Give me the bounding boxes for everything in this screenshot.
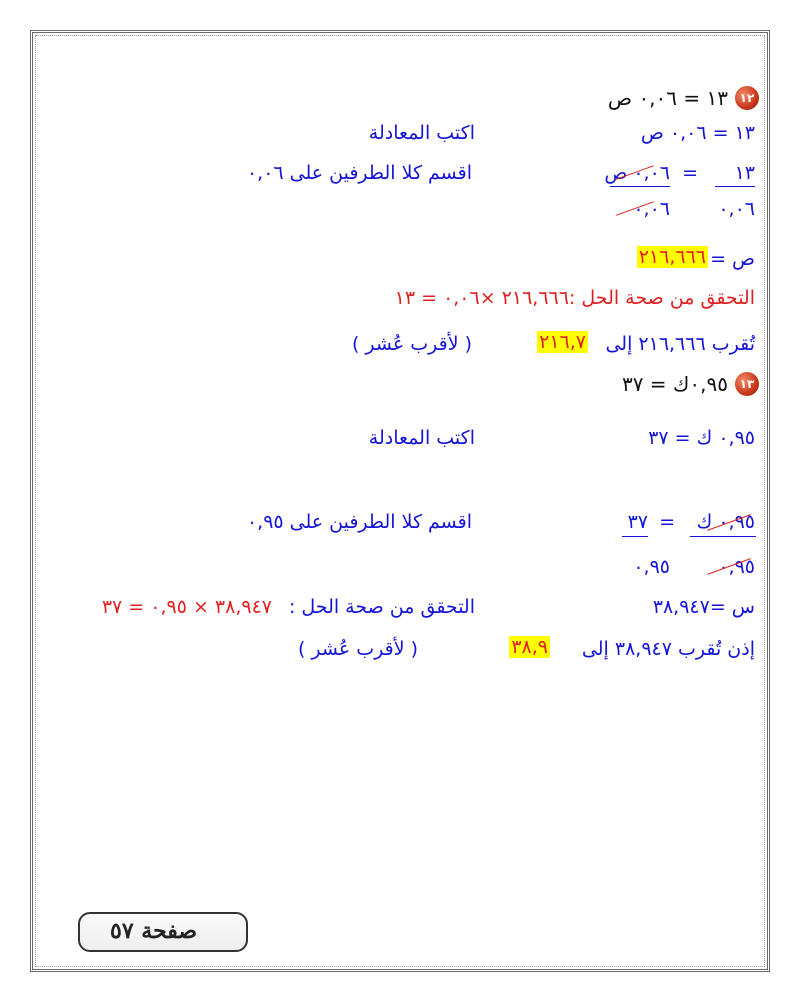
problem-12-equation: ١٣ = ٠,٠٦ ص (607, 86, 728, 110)
p12-result-value: ٢١٦,٦٦٦ (638, 246, 706, 268)
p12-round-text: تُقرب ٢١٦,٦٦٦ إلى (605, 333, 755, 355)
p12-step2-note: اقسم كلا الطرفين على ٠,٠٦ (246, 162, 472, 184)
problem-13-badge: ١٣ (735, 372, 759, 396)
problem-13-equation: ٠,٩٥ك = ٣٧ (621, 372, 728, 396)
p13-check-math: ٣٨,٩٤٧ × ٠,٩٥ = ٣٧ (101, 596, 272, 618)
p12-frac-den-left: ٠,٠٦ (718, 198, 755, 220)
p13-frac-den-right: ٠,٩٥ (633, 556, 670, 578)
p12-frac-num-left: ١٣ (734, 162, 755, 184)
problem-12-badge: ١٢ (735, 86, 759, 110)
p13-step2-note: اقسم كلا الطرفين على ٠,٩٥ (246, 511, 472, 533)
p13-frac-num-left: ٠,٩٥ ك (696, 511, 755, 533)
p12-round-note: ( لأقرب عُشر ) (351, 333, 472, 355)
page-number-label: صفحة ٥٧ (110, 918, 198, 944)
p12-frac-num-right: ٠,٠٦ ص (604, 162, 670, 184)
p13-frac-num-right: ٣٧ (627, 511, 648, 533)
p12-frac-eq: = (682, 162, 698, 184)
p13-fraction-bar-right (622, 536, 648, 537)
p12-frac-den-right: ٠,٠٦ (633, 198, 670, 220)
p12-result-label: ص = (710, 248, 755, 270)
p13-round-note: ( لأقرب عُشر ) (297, 638, 418, 660)
p13-result: س =٣٨,٩٤٧ (652, 596, 755, 618)
p12-step1-math: ١٣ = ٠,٠٦ ص (640, 122, 755, 144)
p12-fraction-bar-right (610, 186, 670, 187)
p13-step1-math: ٠,٩٥ ك = ٣٧ (648, 427, 755, 449)
p12-fraction-bar-left (715, 186, 755, 187)
p13-check-label: التحقق من صحة الحل : (288, 596, 475, 618)
p13-round-value: ٣٨,٩ (511, 636, 548, 658)
p13-step1-note: اكتب المعادلة (368, 427, 475, 449)
p12-round-value: ٢١٦,٧ (539, 331, 586, 353)
p13-frac-eq: = (659, 511, 675, 533)
p12-step1-note: اكتب المعادلة (368, 122, 475, 144)
p13-frac-den-left: ٠,٩٥ (718, 556, 755, 578)
p13-fraction-bar-left (690, 536, 756, 537)
p13-round-text: إذن تُقرب ٣٨,٩٤٧ إلى (581, 638, 755, 660)
p12-check: التحقق من صحة الحل :٢١٦,٦٦٦ ×٠,٠٦ = ١٣ (394, 287, 755, 309)
